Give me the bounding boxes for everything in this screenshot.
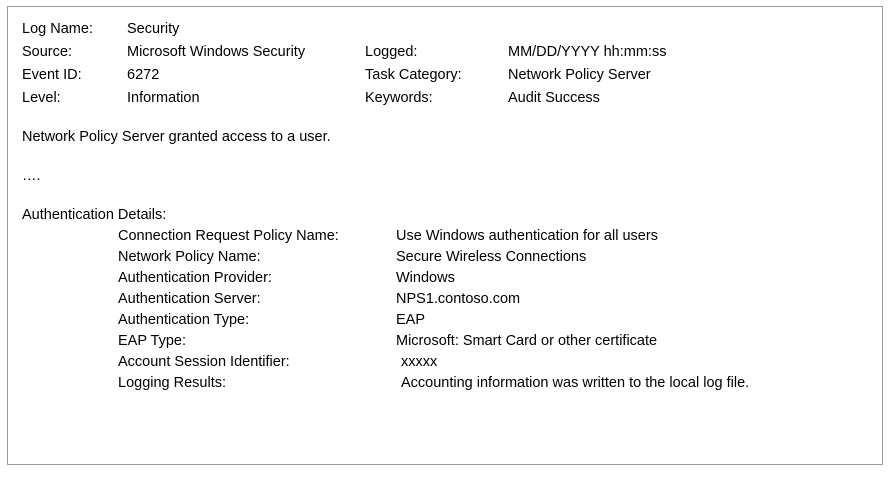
keywords-value: Audit Success	[508, 90, 600, 106]
header-row0-label2	[365, 19, 503, 40]
event-header-grid	[22, 19, 868, 109]
task-category-label: Task Category:	[365, 67, 462, 83]
level-label: Level:	[22, 90, 61, 106]
detail-value: Windows	[396, 270, 455, 286]
spacer-after-ellipsis	[22, 187, 868, 205]
authentication-details-title: Authentication Details:	[22, 207, 167, 223]
level-value: Information	[127, 90, 200, 106]
detail-label: Network Policy Name:	[118, 249, 261, 265]
detail-value: Secure Wireless Connections	[396, 249, 587, 265]
detail-label: Connection Request Policy Name:	[118, 228, 339, 244]
log-name-label: Log Name:	[22, 21, 93, 37]
authentication-details-grid	[118, 226, 868, 394]
logged-label: Logged:	[365, 44, 418, 60]
header-row0-value2	[503, 19, 868, 40]
detail-value: Microsoft: Smart Card or other certificate	[396, 333, 658, 349]
detail-value: Accounting information was written to the local log file.	[401, 375, 750, 391]
detail-value: xxxxx	[401, 354, 438, 370]
source-value: Microsoft Windows Security	[127, 44, 306, 60]
event-detail-panel	[7, 6, 883, 465]
detail-value: Use Windows authentication for all users	[396, 228, 658, 244]
detail-label: Authentication Provider:	[118, 270, 272, 286]
detail-label: Account Session Identifier:	[118, 354, 290, 370]
spacer-after-description	[22, 148, 868, 166]
event-ellipsis: ….	[22, 168, 41, 184]
event-id-value: 6272	[127, 67, 160, 83]
detail-value: EAP	[396, 312, 426, 328]
log-name-value: Security	[127, 21, 180, 37]
detail-label: Authentication Type:	[118, 312, 250, 328]
detail-label: Authentication Server:	[118, 291, 261, 307]
detail-value: NPS1.contoso.com	[396, 291, 521, 307]
keywords-label: Keywords:	[365, 90, 433, 106]
event-description: Network Policy Server granted access to a user.	[22, 129, 331, 145]
task-category-value: Network Policy Server	[508, 67, 651, 83]
spacer-after-header	[22, 109, 868, 127]
detail-label: Logging Results:	[118, 375, 227, 391]
detail-label: EAP Type:	[118, 333, 186, 349]
source-label: Source:	[22, 44, 72, 60]
event-id-label: Event ID:	[22, 67, 82, 83]
logged-value: MM/DD/YYYY hh:mm:ss	[508, 44, 667, 60]
